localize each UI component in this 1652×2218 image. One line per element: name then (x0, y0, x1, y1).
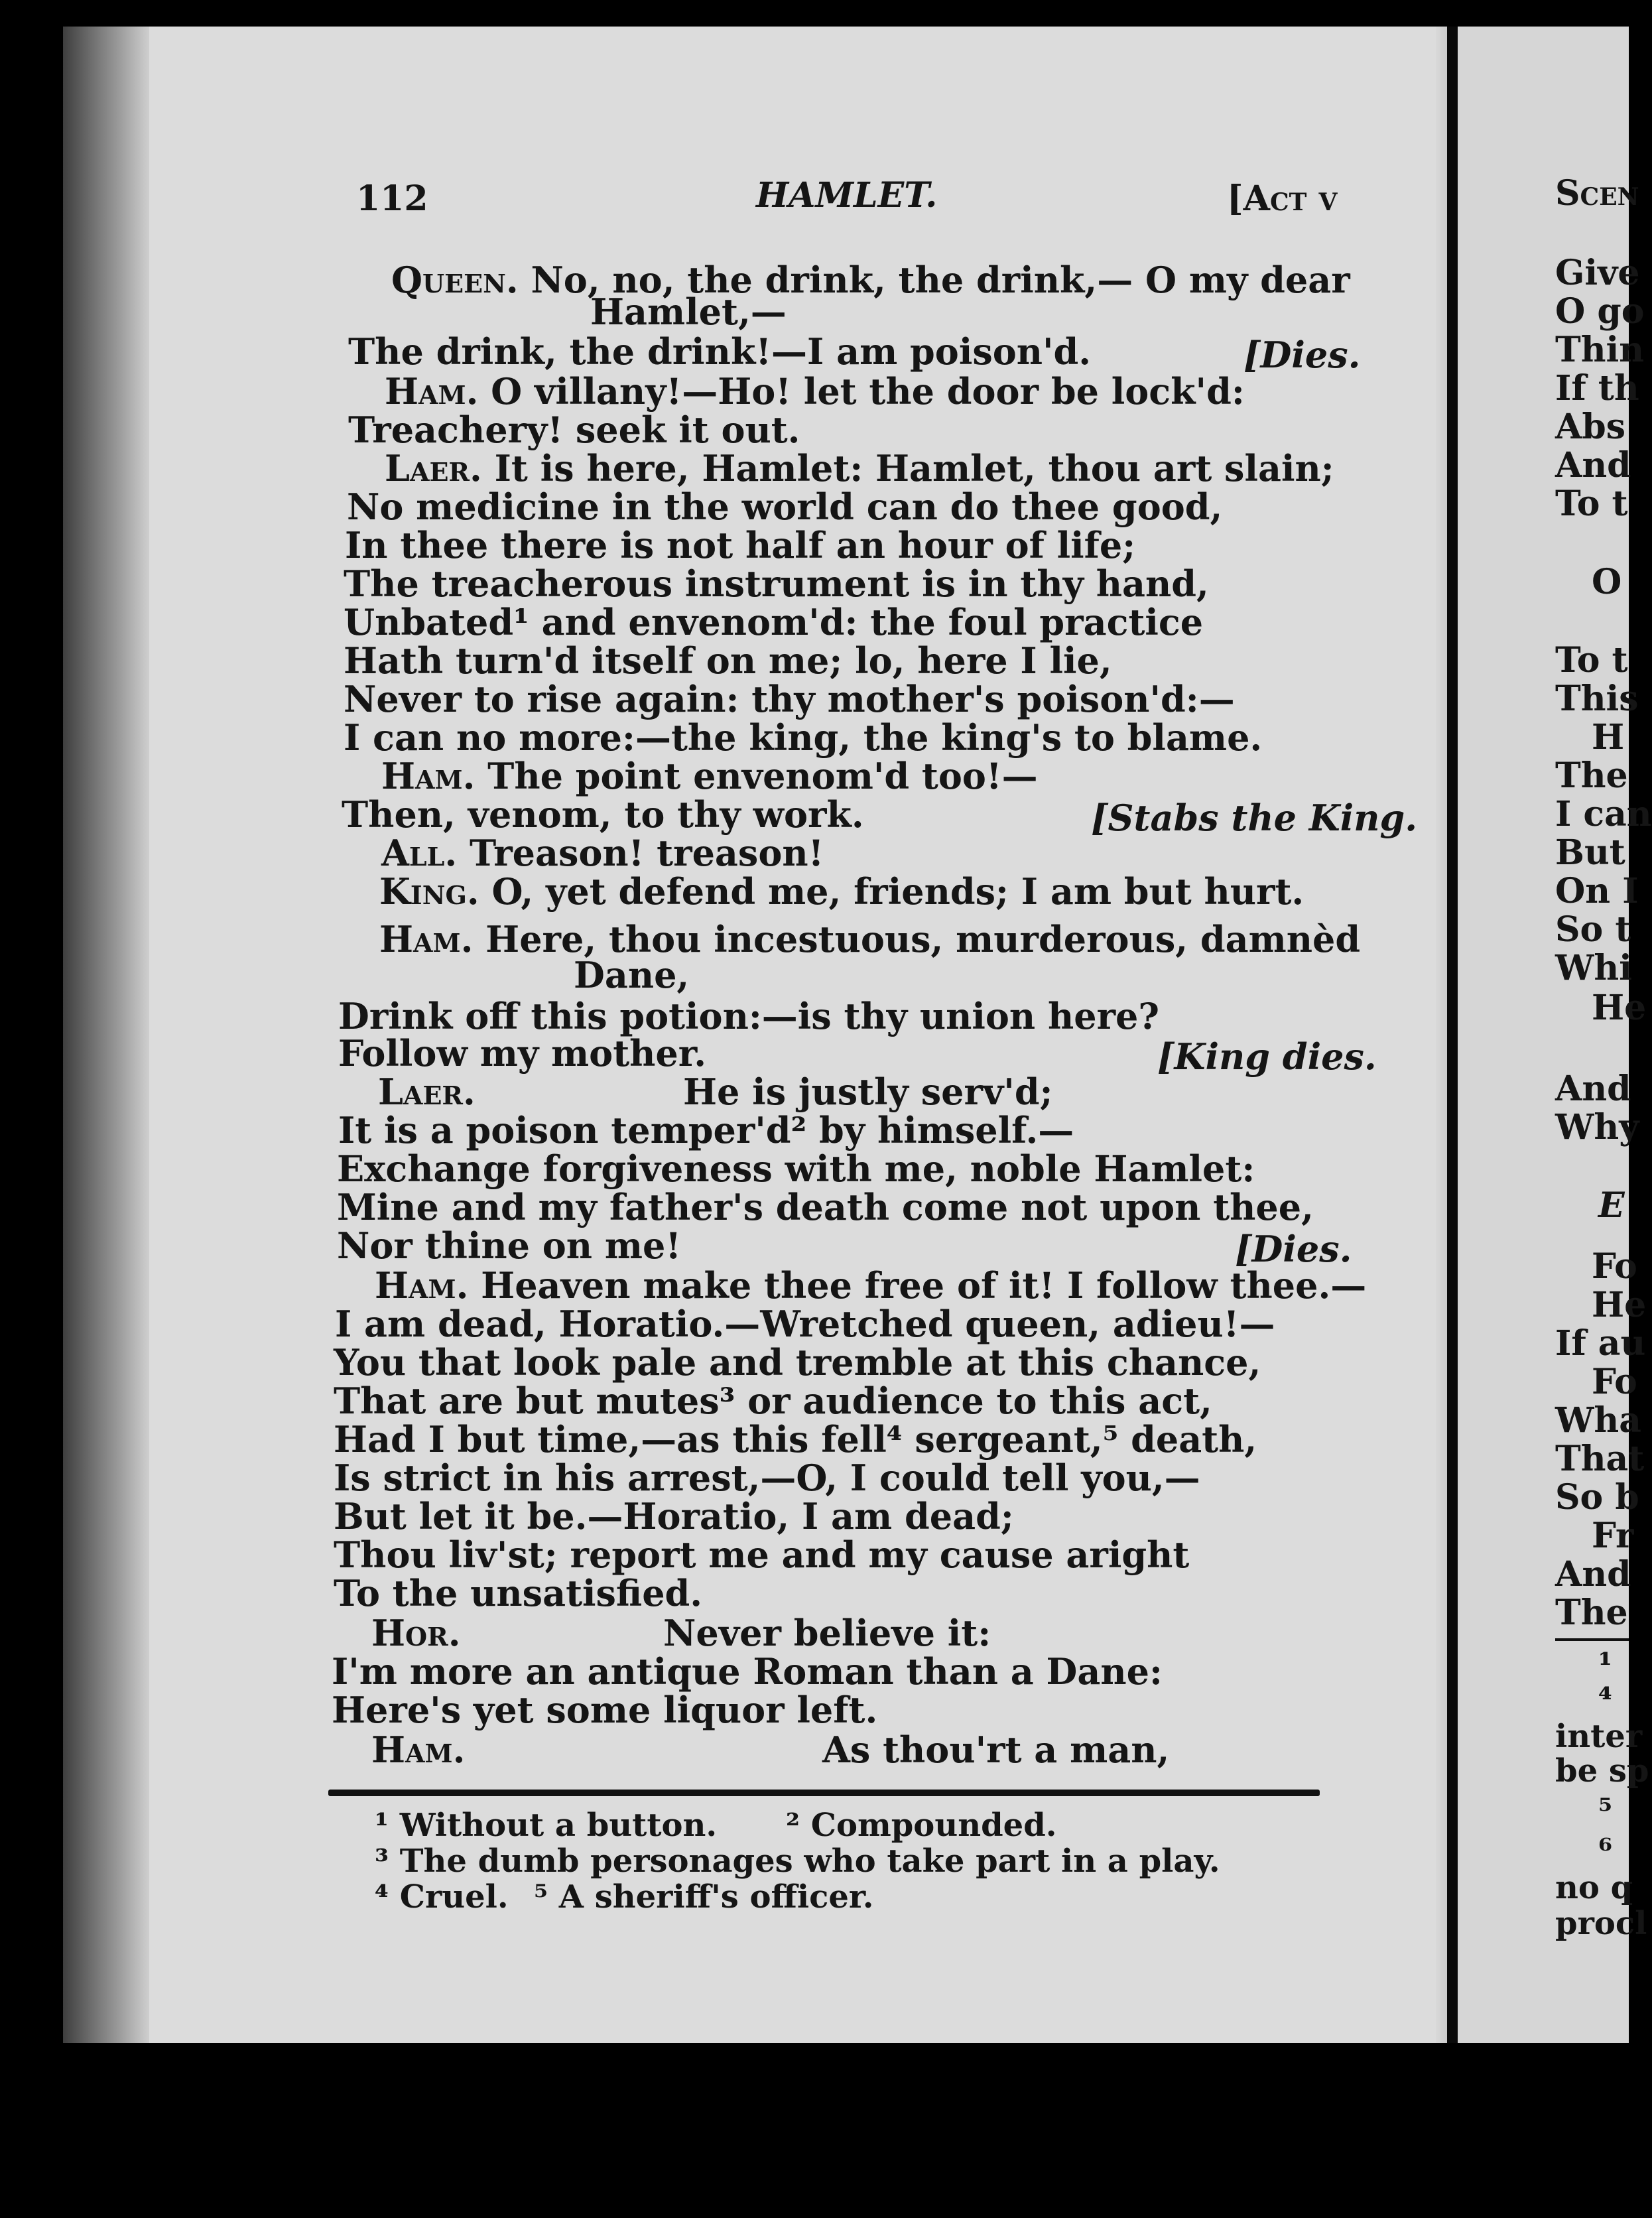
text-line: Drink off this potion:—is thy union here? (338, 995, 1160, 1037)
text-line: Is strict in his arrest,—O, I could tell you,— (334, 1457, 1200, 1499)
speaker: Hor. (371, 1612, 461, 1654)
text-line: King. O, yet defend me, friends; I am but hurt. (379, 870, 1304, 913)
text-line: That are but mutes³ or audience to this act, (334, 1380, 1212, 1422)
footnote-rule (328, 1790, 1320, 1796)
text-line: Had I but time,—as this fell⁴ sergeant,⁵ death, (334, 1418, 1257, 1461)
right-page-line: Wha (1555, 1400, 1641, 1441)
right-page-line: And (1555, 1554, 1631, 1595)
right-page-line: And (1555, 445, 1631, 486)
right-page-line: He (1592, 988, 1647, 1028)
right-page-line: If au (1555, 1323, 1646, 1364)
text-line: No medicine in the world can do thee good, (347, 486, 1223, 528)
text-line: Laer. It is here, Hamlet: Hamlet, thou art slain; (385, 447, 1334, 489)
right-page-line: But (1555, 832, 1625, 873)
text-line: Ham. Heaven make thee free of it! I follow thee.— (375, 1264, 1367, 1307)
act-marker: [Act v (1227, 178, 1338, 219)
text-line: Ham. O villany!—Ho! let the door be lock'd: (385, 370, 1245, 413)
page-number: 112 (356, 178, 428, 219)
speaker: King. (379, 870, 479, 913)
right-page-line: procl (1555, 1905, 1647, 1942)
text-line: You that look pale and tremble at this chance, (334, 1341, 1261, 1384)
text-line: But let it be.—Horatio, I am dead; (334, 1495, 1014, 1537)
speaker: Ham. (371, 1729, 466, 1771)
right-page-line: Fo (1592, 1362, 1637, 1402)
stage-direction: [Stabs the King. (1091, 797, 1418, 839)
right-page-line: inter (1555, 1718, 1643, 1755)
text-line: To the unsatisfied. (334, 1572, 703, 1614)
text-line: Treachery! seek it out. (348, 409, 800, 451)
text-line: It is a poison temper'd² by himself.— (338, 1109, 1074, 1151)
right-page-line: ¹ (1598, 1646, 1613, 1683)
text-line: The drink, the drink!—I am poison'd. (348, 330, 1092, 373)
right-page-line: O (1592, 562, 1622, 602)
speaker: Ham. (375, 1264, 469, 1307)
right-page-line: The (1555, 755, 1628, 796)
right-page-line: H (1592, 717, 1625, 757)
speaker: Laer. (385, 447, 482, 489)
right-page-line: Why (1555, 1107, 1639, 1147)
footnote: ⁵ A sheriff's officer. (534, 1878, 874, 1916)
text-line: Nor thine on me! (337, 1224, 682, 1267)
right-page-line: He (1592, 1285, 1647, 1325)
text-line: Queen. No, no, the drink, the drink,— O my dear (391, 259, 1350, 301)
right-page-line: ⁵ (1598, 1792, 1613, 1829)
speaker: Queen. (391, 259, 519, 301)
speaker: Ham. (379, 918, 474, 960)
right-page-line: And (1555, 1069, 1631, 1109)
speaker: Ham. (381, 755, 476, 797)
text-line: In thee there is not half an hour of life; (345, 524, 1136, 566)
right-page-line: ⁶ (1598, 1832, 1613, 1869)
speaker: All. (381, 832, 458, 874)
footnote: ² Compounded. (786, 1807, 1057, 1844)
right-page-header: Scen (1555, 173, 1639, 214)
right-page-line: O go (1555, 291, 1645, 332)
speaker: Laer. (378, 1071, 476, 1113)
text-line: Exchange forgiveness with me, noble Hamlet: (337, 1147, 1255, 1190)
right-page-line: be sp (1555, 1752, 1649, 1790)
speaker: Ham. (385, 370, 479, 413)
right-page-line: If th (1555, 368, 1639, 409)
text-line: Ham. The point envenom'd too!— (381, 755, 1038, 797)
stage-direction: [Dies. (1243, 334, 1361, 376)
right-page-line: This (1555, 679, 1639, 719)
right-page-line: Fo (1592, 1246, 1637, 1287)
right-page-line: The (1555, 1593, 1628, 1633)
text-line: All. Treason! treason! (381, 832, 824, 874)
right-page-line: To t (1555, 484, 1628, 524)
stage-direction: [Dies. (1235, 1228, 1352, 1270)
right-page-line: So t (1555, 909, 1631, 950)
page-divider (1447, 27, 1458, 2043)
right-page-line: E (1598, 1185, 1625, 1226)
stage-direction: [King dies. (1157, 1035, 1377, 1078)
right-page-line: no q (1555, 1869, 1633, 1906)
text-line: The treacherous instrument is in thy hand, (344, 562, 1209, 605)
right-page-line: That (1555, 1439, 1645, 1479)
right-page-line: So b (1555, 1477, 1639, 1518)
text-line: Laer. He is justly serv'd; (378, 1071, 1053, 1113)
text-line: Thou liv'st; report me and my cause aright (334, 1533, 1190, 1576)
text-line: I'm more an antique Roman than a Dane: (332, 1650, 1163, 1693)
text-line: Never to rise again: thy mother's poison'd:— (344, 678, 1235, 720)
right-page-line: On I (1555, 871, 1639, 911)
right-page-line: I can (1555, 794, 1652, 834)
text-line: Unbated¹ and envenom'd: the foul practice (344, 601, 1204, 643)
right-page-line: Abs (1555, 407, 1625, 447)
footnote: ³ The dumb personages who take part in a play. (375, 1843, 1220, 1880)
right-footnote-rule (1555, 1638, 1629, 1641)
text-line: Hamlet,— (590, 291, 787, 333)
text-line: Hor. Never believe it: (371, 1612, 991, 1654)
page-title: HAMLET. (756, 175, 938, 216)
text-line: Ham. Here, thou incestuous, murderous, damnèd (379, 918, 1361, 960)
right-page-line: Fr (1592, 1516, 1634, 1556)
text-line: Then, venom, to thy work. (342, 793, 864, 836)
text-line: Dane, (574, 954, 690, 996)
right-page-line: Whi (1555, 948, 1632, 988)
text-line: Mine and my father's death come not upon thee, (337, 1186, 1314, 1228)
right-page-line: Give (1555, 253, 1640, 293)
right-page-line: Thin (1555, 330, 1645, 370)
text-line: Follow my mother. (338, 1032, 707, 1075)
book-spine (63, 27, 149, 2043)
right-page-line: ⁴ (1598, 1681, 1613, 1718)
footnote: ¹ Without a button. (375, 1807, 718, 1844)
footnote: ⁴ Cruel. (375, 1878, 509, 1916)
text-line: Hath turn'd itself on me; lo, here I lie, (344, 639, 1112, 682)
text-line: Here's yet some liquor left. (332, 1689, 878, 1731)
text-line: Ham. As thou'rt a man, (371, 1729, 1170, 1771)
text-line: I am dead, Horatio.—Wretched queen, adieu!— (335, 1303, 1275, 1345)
text-line: I can no more:—the king, the king's to blame. (344, 716, 1263, 759)
right-page-line: To t (1555, 640, 1628, 681)
